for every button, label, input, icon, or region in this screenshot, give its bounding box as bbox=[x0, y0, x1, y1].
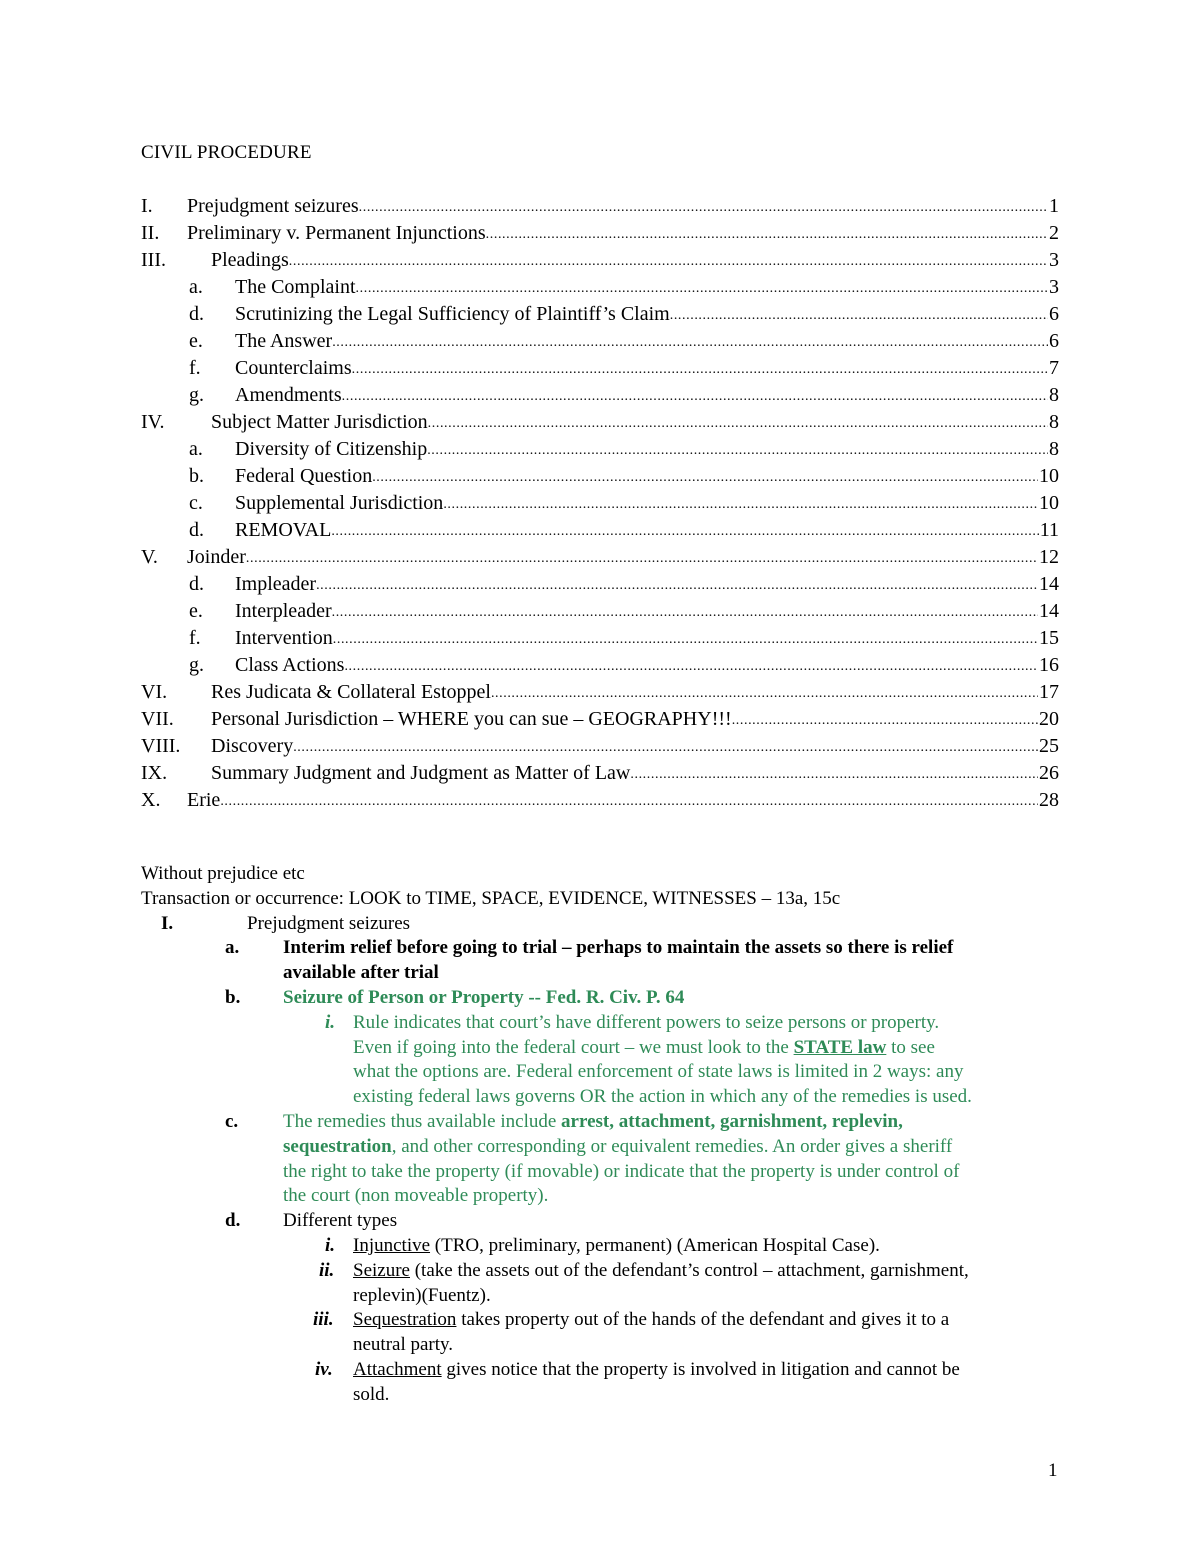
list-item bbox=[141, 1234, 1061, 1259]
list-item bbox=[141, 1259, 1061, 1309]
toc-entry-title: Amendments bbox=[235, 384, 342, 406]
toc-entry-page: 11 bbox=[1039, 517, 1059, 544]
toc-entry-page: 10 bbox=[1038, 490, 1059, 517]
toc-entry-page: 8 bbox=[1048, 436, 1059, 463]
toc-entry bbox=[141, 274, 1059, 301]
toc-entry bbox=[141, 490, 1059, 517]
toc-entry-title: REMOVAL bbox=[235, 519, 332, 541]
toc-dot-leader bbox=[332, 598, 1038, 625]
toc-entry-title: Prejudgment seizures bbox=[187, 195, 359, 217]
item-text bbox=[353, 1259, 969, 1284]
toc-entry bbox=[141, 652, 1059, 679]
item-label: c. bbox=[225, 1110, 239, 1132]
toc-entry-page: 16 bbox=[1038, 652, 1059, 679]
item-text bbox=[353, 1308, 949, 1333]
toc-dot-leader bbox=[342, 382, 1048, 409]
toc-entry-number: X. bbox=[141, 789, 161, 811]
list-item bbox=[141, 986, 1061, 1011]
toc-dot-leader bbox=[356, 274, 1048, 301]
item-label: b. bbox=[225, 986, 241, 1008]
toc-dot-leader bbox=[220, 787, 1038, 814]
toc-entry bbox=[141, 571, 1059, 598]
toc-entry-number: V. bbox=[141, 546, 158, 568]
list-item bbox=[141, 1011, 1061, 1110]
toc-entry-title: Joinder bbox=[187, 546, 246, 568]
toc-entry-page: 10 bbox=[1038, 463, 1059, 490]
toc-entry-page: 8 bbox=[1048, 409, 1059, 436]
toc-entry-title: Discovery bbox=[211, 735, 294, 757]
toc-entry-title: Scrutinizing the Legal Sufficiency of Plaintiff’s Claim bbox=[235, 303, 670, 325]
toc-dot-leader bbox=[246, 544, 1038, 571]
text-run-underlined: Attachment bbox=[353, 1358, 442, 1380]
toc-dot-leader bbox=[293, 733, 1038, 760]
toc-entry-number: d. bbox=[189, 573, 204, 595]
toc-entry bbox=[141, 355, 1059, 382]
note-line: Transaction or occurrence: LOOK to TIME, SPACE, EVIDENCE, WITNESSES – 13a, 15c bbox=[141, 887, 841, 909]
toc-entry-number: g. bbox=[189, 654, 204, 676]
toc-dot-leader bbox=[333, 625, 1038, 652]
toc-entry bbox=[141, 220, 1059, 247]
item-text: neutral party. bbox=[353, 1334, 454, 1356]
toc-entry-number: IX. bbox=[141, 762, 168, 784]
toc-entry-title: Diversity of Citizenship bbox=[235, 438, 428, 460]
item-label: iii. bbox=[313, 1309, 334, 1331]
toc-entry bbox=[141, 679, 1059, 706]
toc-entry-title: Pleadings bbox=[211, 249, 289, 271]
text-run-underlined: Seizure bbox=[353, 1259, 410, 1281]
toc-entry-number: IV. bbox=[141, 411, 165, 433]
toc-entry bbox=[141, 517, 1059, 544]
toc-entry-title: Subject Matter Jurisdiction bbox=[211, 411, 428, 433]
toc-entry-title: Preliminary v. Permanent Injunctions bbox=[187, 222, 486, 244]
page-number: 1 bbox=[1048, 1460, 1058, 1481]
toc-entry bbox=[141, 328, 1059, 355]
item-label: i. bbox=[325, 1234, 336, 1256]
toc-entry-title: Summary Judgment and Judgment as Matter of Law bbox=[211, 762, 631, 784]
toc-entry-number: g. bbox=[189, 384, 204, 406]
toc-entry-page: 15 bbox=[1038, 625, 1059, 652]
item-text: existing federal laws governs OR the action in which any of the remedies is used. bbox=[353, 1086, 972, 1108]
toc-entry-page: 3 bbox=[1048, 247, 1059, 274]
toc-dot-leader bbox=[486, 220, 1048, 247]
note-line: Without prejudice etc bbox=[141, 863, 305, 884]
toc-entry-number: III. bbox=[141, 249, 166, 271]
toc-entry-title: Intervention bbox=[235, 627, 333, 649]
item-text bbox=[283, 1135, 959, 1160]
text-run: to see bbox=[886, 1036, 935, 1058]
toc-dot-leader bbox=[344, 652, 1038, 679]
item-text: Interim relief before going to trial – perhaps to maintain the assets so there is relief bbox=[283, 937, 954, 959]
toc-entry-title: Impleader bbox=[235, 573, 317, 595]
toc-entry-page: 3 bbox=[1048, 274, 1059, 301]
toc-entry-title: Res Judicata & Collateral Estoppel bbox=[211, 681, 491, 703]
toc-entry bbox=[141, 409, 1059, 436]
item-text: sold. bbox=[353, 1383, 390, 1405]
toc-entry bbox=[141, 625, 1059, 652]
item-label: iv. bbox=[315, 1358, 333, 1380]
list-item bbox=[141, 936, 1061, 986]
text-run: gives notice that the property is involved in litigation and cannot be bbox=[441, 1358, 960, 1380]
toc-entry-page: 1 bbox=[1048, 193, 1059, 220]
toc-entry-page: 14 bbox=[1038, 598, 1059, 625]
toc-entry-number: I. bbox=[141, 195, 153, 217]
toc-entry bbox=[141, 193, 1059, 220]
toc-entry-number: II. bbox=[141, 222, 160, 244]
toc-entry-title: Class Actions bbox=[235, 654, 345, 676]
toc-entry bbox=[141, 598, 1059, 625]
toc-entry-title: Interpleader bbox=[235, 600, 332, 622]
toc-dot-leader bbox=[331, 517, 1038, 544]
toc-entry-page: 8 bbox=[1048, 382, 1059, 409]
item-text: the court (non moveable property). bbox=[283, 1185, 549, 1207]
list-item bbox=[141, 1308, 1061, 1358]
item-text bbox=[353, 1358, 960, 1383]
toc-dot-leader bbox=[670, 301, 1048, 328]
text-run: (take the assets out of the defendant’s control – attachment, garnishment, bbox=[409, 1259, 969, 1281]
item-text: Rule indicates that court’s have different powers to seize persons or property. bbox=[353, 1011, 940, 1033]
toc-dot-leader bbox=[372, 463, 1038, 490]
item-label: ii. bbox=[319, 1259, 335, 1281]
toc-entry-page: 26 bbox=[1038, 760, 1059, 787]
toc-entry-number: f. bbox=[189, 357, 201, 379]
text-run: The remedies thus available include bbox=[283, 1110, 562, 1132]
section-heading bbox=[141, 912, 1061, 937]
toc-entry bbox=[141, 760, 1059, 787]
toc-entry-title: Erie bbox=[187, 789, 221, 811]
item-text bbox=[283, 1110, 959, 1135]
toc-dot-leader bbox=[491, 679, 1038, 706]
item-text bbox=[353, 1234, 880, 1259]
text-run: takes property out of the hands of the defendant and gives it to a bbox=[456, 1309, 950, 1331]
item-text: available after trial bbox=[283, 962, 439, 984]
toc-entry-title: Supplemental Jurisdiction bbox=[235, 492, 444, 514]
toc-entry-page: 6 bbox=[1048, 328, 1059, 355]
toc-entry-number: a. bbox=[189, 276, 203, 298]
item-text bbox=[353, 1036, 972, 1061]
item-label: a. bbox=[225, 937, 240, 959]
toc-entry-title: Personal Jurisdiction – WHERE you can sue – GEOGRAPHY!!! bbox=[211, 708, 732, 730]
toc-entry-title: The Complaint bbox=[235, 276, 356, 298]
toc-entry bbox=[141, 463, 1059, 490]
toc-dot-leader bbox=[332, 328, 1048, 355]
toc-entry bbox=[141, 544, 1059, 571]
toc-entry-number: d. bbox=[189, 519, 204, 541]
text-run: , and other corresponding or equivalent remedies. An order gives a sheriff bbox=[391, 1135, 953, 1157]
text-run-emphasis: arrest, attachment, garnishment, replevin, bbox=[561, 1110, 903, 1132]
toc-entry-number: d. bbox=[189, 303, 204, 325]
toc-dot-leader bbox=[732, 706, 1038, 733]
toc-entry-page: 20 bbox=[1038, 706, 1059, 733]
table-of-contents bbox=[141, 193, 1059, 814]
list-item bbox=[141, 1358, 1061, 1408]
text-run-emphasis: STATE law bbox=[793, 1036, 887, 1058]
toc-entry-number: e. bbox=[189, 600, 203, 622]
toc-entry bbox=[141, 733, 1059, 760]
toc-entry-page: 28 bbox=[1038, 787, 1059, 814]
item-label: d. bbox=[225, 1210, 241, 1232]
text-run-emphasis: sequestration bbox=[283, 1135, 392, 1157]
toc-entry-number: e. bbox=[189, 330, 203, 352]
toc-entry-page: 7 bbox=[1048, 355, 1059, 382]
toc-entry bbox=[141, 301, 1059, 328]
toc-entry bbox=[141, 436, 1059, 463]
toc-entry-page: 6 bbox=[1048, 301, 1059, 328]
toc-entry-title: Counterclaims bbox=[235, 357, 352, 379]
document-title: CIVIL PROCEDURE bbox=[141, 142, 312, 163]
toc-entry-title: The Answer bbox=[235, 330, 333, 352]
toc-dot-leader bbox=[359, 193, 1048, 220]
toc-entry-page: 12 bbox=[1038, 544, 1059, 571]
toc-dot-leader bbox=[352, 355, 1048, 382]
toc-dot-leader bbox=[630, 760, 1038, 787]
document-body bbox=[141, 862, 1061, 1408]
toc-entry bbox=[141, 787, 1059, 814]
toc-dot-leader bbox=[427, 436, 1048, 463]
toc-entry-number: c. bbox=[189, 492, 203, 514]
toc-entry-page: 17 bbox=[1038, 679, 1059, 706]
toc-entry-title: Federal Question bbox=[235, 465, 373, 487]
toc-entry-page: 14 bbox=[1038, 571, 1059, 598]
item-text: Seizure of Person or Property -- Fed. R. Civ. P. 64 bbox=[283, 986, 685, 1008]
text-run-underlined: Sequestration bbox=[353, 1309, 457, 1331]
toc-entry-page: 25 bbox=[1038, 733, 1059, 760]
toc-entry-number: b. bbox=[189, 465, 204, 487]
toc-entry-number: f. bbox=[189, 627, 201, 649]
toc-entry bbox=[141, 382, 1059, 409]
toc-entry-page: 2 bbox=[1048, 220, 1059, 247]
toc-entry-number: VIII. bbox=[141, 735, 181, 757]
toc-entry-number: a. bbox=[189, 438, 203, 460]
list-item bbox=[141, 1209, 1061, 1234]
toc-entry-number: VII. bbox=[141, 708, 174, 730]
item-text: Different types bbox=[283, 1210, 398, 1232]
text-run: Even if going into the federal court – we must look to the bbox=[353, 1036, 794, 1058]
section-title: Prejudgment seizures bbox=[247, 912, 411, 934]
item-label: i. bbox=[325, 1011, 336, 1033]
item-text: what the options are. Federal enforcement of state laws is limited in 2 ways: any bbox=[353, 1061, 964, 1083]
section-number: I. bbox=[161, 912, 174, 934]
list-item bbox=[141, 1110, 1061, 1209]
text-run-underlined: Injunctive bbox=[353, 1234, 431, 1256]
toc-entry bbox=[141, 247, 1059, 274]
toc-dot-leader bbox=[316, 571, 1038, 598]
toc-dot-leader bbox=[289, 247, 1048, 274]
text-run: (TRO, preliminary, permanent) (American Hospital Case). bbox=[430, 1234, 880, 1256]
toc-entry bbox=[141, 706, 1059, 733]
toc-dot-leader bbox=[443, 490, 1038, 517]
toc-entry-number: VI. bbox=[141, 681, 168, 703]
toc-dot-leader bbox=[428, 409, 1048, 436]
item-text: replevin)(Fuentz). bbox=[353, 1284, 491, 1306]
item-text: the right to take the property (if movable) or indicate that the property is under control of bbox=[283, 1160, 960, 1182]
